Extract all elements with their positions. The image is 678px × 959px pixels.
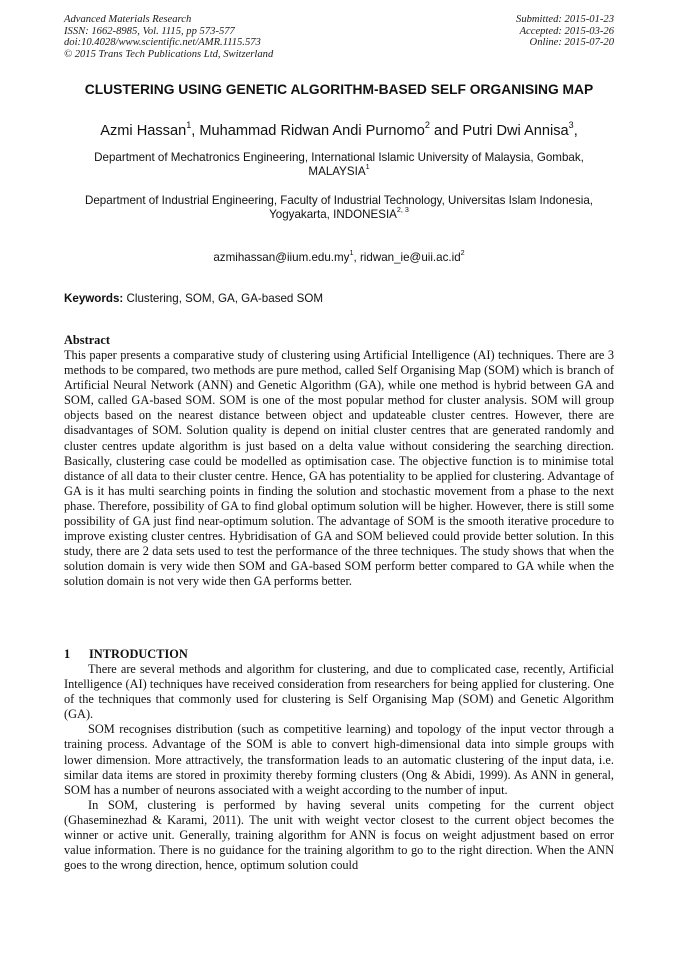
author-name: Putri Dwi Annisa — [462, 123, 569, 139]
abstract-text: This paper presents a comparative study of clustering using Artificial Intelligence (AI) techniques. There are 3 methods to be compared, two methods are pure method, called Self Organising Map (SOM) which is branch of Artificial Neural Network (ANN) and Genetic Algorithm (GA), while one method is hybrid between GA and SOM, called GA-based SOM. SOM is one of the most popular method for cluster analysis. SOM will group objects based on the nearest distance between object and updateable cluster centres. However, there are disadvantages of SOM. Solution quality is depend on initial cluster centres that are generated randomly and cluster centres update algorithm is just based on a delta value without considering the searching direction. Basically, clustering case could be modelled as optimisation case. The objective function is to minimise total distance of all data to their cluster centre. Hence, GA has potentiality to be applied for clustering. Advantage of GA is it has multi searching points in finding the solution and stochastic movement from a phase to the next phase. Therefore, possibility of GA to find global optimum solution will be higher. However, there is still some possibility of GA just find near-optimum solution. The advantage of SOM is the smooth iterative procedure to improve existing cluster centres. Hybridisation of GA and SOM believed could provide better solution. In this study, there are 2 data sets used to test the performance of the three techniques. The study shows that when the solution domain is very wide then SOM and GA-based SOM perform better compared to GA while when the solution domain is not very wide then GA performs better. — [64, 348, 614, 589]
author-separator: , — [573, 123, 578, 139]
journal-name: Advanced Materials Research — [64, 14, 192, 25]
affiliation-text: Department of Industrial Engineering, Faculty of Industrial Technology, Universitas Islam Indonesia, — [84, 194, 594, 207]
affiliation-location: Yogyakarta, INDONESIA — [269, 208, 397, 222]
author-name: Azmi Hassan — [100, 123, 187, 139]
journal-copyright: © 2015 Trans Tech Publications Ltd, Switzerland — [64, 48, 274, 60]
author-separator: , — [191, 123, 200, 139]
affiliation-1 — [64, 151, 614, 179]
author-name: Muhammad Ridwan Andi Purnomo — [199, 123, 425, 139]
email-separator: , — [353, 251, 360, 264]
introduction-body — [64, 662, 614, 873]
paragraph: SOM recognises distribution (such as competitive learning) and topology of the input vector through a training process. Advantage of the SOM is able to convert high-dimensional data into simple groups with lower dimension. More attractively, the transformation leads to an automatic clustering of the input data, i.e. similar data items are stored in proximity thereby forming clusters (Ong & Abidi, 1999). As ANN in general, SOM has a number of neurons associated with a weight according to the number of input. — [64, 722, 614, 797]
email-mark: 1 — [349, 248, 354, 258]
paper-title: CLUSTERING USING GENETIC ALGORITHM-BASED SELF ORGANISING MAP — [84, 82, 594, 97]
keywords — [64, 292, 614, 306]
keywords-text: Clustering, SOM, GA, GA-based SOM — [123, 292, 324, 305]
keywords-label: Keywords: — [64, 292, 124, 305]
email-link[interactable]: azmihassan@iium.edu.my — [213, 251, 350, 264]
section-heading — [64, 647, 188, 662]
paragraph: There are several methods and algorithm for clustering, and due to complicated case, recently, Artificial Intelligence (AI) techniques have received consideration from researchers for being applied for clustering. One of the techniques that commonly used for clustering is Self Organising Map (SOM) and Genetic Algorithm (GA). — [64, 662, 614, 722]
affiliation-2 — [64, 194, 614, 222]
journal-info — [64, 14, 273, 60]
section-number: 1 — [64, 647, 71, 661]
author-separator: and — [429, 123, 463, 139]
author-affiliation-mark: 1 — [186, 119, 192, 130]
paragraph: In SOM, clustering is performed by having several units competing for the current object (Ghaseminezhad & Karami, 2011). The unit with weight vector closest to the current object becomes the winner or active unit. Generally, training algorithm for ANN is focus on weight adjustment based on error value information. There is no guidance for the training algorithm to go to the right direction. When the ANN goes to the wrong direction, hence, optimum solution could — [64, 797, 614, 873]
affiliation-text: Department of Mechatronics Engineering, International Islamic University of Malaysia, Gombak, MALAYSIA — [94, 151, 584, 179]
journal-doi: doi:10.4028/www.scientific.net/AMR.1115.573 — [64, 37, 261, 49]
journal-issn: ISSN: 1662-8985, Vol. 1115, pp 573-577 — [64, 25, 235, 37]
email-link[interactable]: ridwan_ie@uii.ac.id — [359, 251, 461, 264]
author-affiliation-mark: 2 — [424, 119, 430, 130]
author-emails — [64, 248, 614, 265]
submitted-date: Submitted: 2015-01-23 — [516, 14, 614, 25]
abstract-heading: Abstract — [64, 333, 110, 347]
accepted-date: Accepted: 2015-03-26 — [519, 25, 614, 37]
email-mark: 2 — [460, 248, 465, 258]
affiliation-mark: 1 — [365, 162, 370, 172]
affiliation-mark: 2, 3 — [396, 205, 409, 215]
online-date: Online: 2015-07-20 — [529, 37, 614, 49]
author-affiliation-mark: 3 — [568, 119, 574, 130]
author-list — [40, 119, 638, 140]
section-title: INTRODUCTION — [89, 647, 188, 661]
submission-dates — [516, 14, 614, 49]
